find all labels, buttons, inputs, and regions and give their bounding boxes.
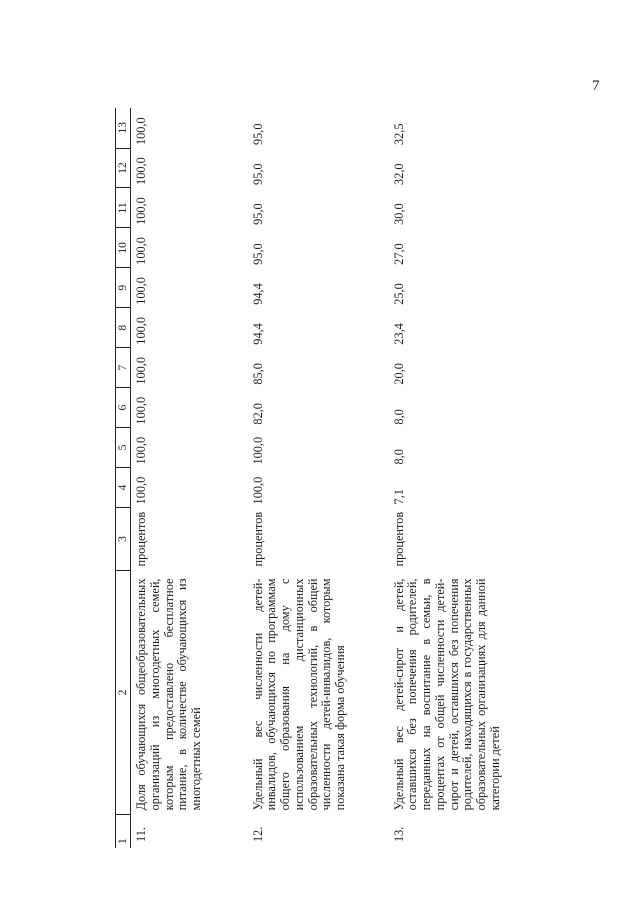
header-cell: 7 — [116, 348, 131, 388]
header-cell: 2 — [116, 571, 131, 815]
value-cell: 94,4 — [250, 323, 265, 345]
value-cell: 100,0 — [134, 117, 148, 146]
value-cell: 100,0 — [134, 277, 148, 305]
header-cell: 3 — [116, 507, 131, 570]
value-cell: 95,0 — [250, 243, 265, 265]
value-cell: 7,1 — [391, 489, 406, 505]
table-row — [389, 108, 559, 848]
value-cell: 30,0 — [391, 203, 406, 225]
header-cell: 13 — [116, 108, 131, 148]
row-number: 13. — [391, 826, 406, 842]
indicator-description: Удельный вес детей-сирот и детей, оставшихся без попечения родителей, переданных на воспитание в семьи, в процентах от общей численности детей-сирот и детей, оставшихся без попечения родителей, находящихся в государственных образовательных организациях для данной категории детей — [391, 578, 502, 811]
value-cell: 100,0 — [250, 436, 265, 465]
value-cell: 8,0 — [391, 409, 406, 425]
page-number: 7 — [592, 78, 600, 94]
header-cell: 11 — [116, 188, 131, 228]
value-cell: 100,0 — [134, 197, 148, 225]
row-number: 11. — [134, 827, 148, 842]
unit-cell: процентов — [391, 511, 406, 567]
value-cell: 25,0 — [391, 283, 406, 305]
value-cell: 27,0 — [391, 243, 406, 265]
value-cell: 95,0 — [250, 203, 265, 225]
value-cell: 8,0 — [391, 449, 406, 465]
value-cell: 82,0 — [250, 403, 265, 425]
header-cell: 10 — [116, 228, 131, 268]
value-cell: 100,0 — [134, 476, 148, 505]
value-cell: 95,0 — [250, 123, 265, 146]
header-cell: 4 — [116, 468, 131, 508]
value-cell: 95,0 — [250, 163, 265, 185]
header-row — [116, 108, 131, 848]
value-cell: 100,0 — [250, 476, 265, 505]
value-cell: 85,0 — [250, 363, 265, 385]
row-number: 12. — [250, 826, 265, 842]
header-cell: 9 — [116, 268, 131, 308]
header-cell: 12 — [116, 148, 131, 188]
header-cell: 5 — [116, 428, 131, 468]
value-cell: 100,0 — [134, 157, 148, 185]
unit-cell: процентов — [250, 511, 265, 567]
unit-cell: процентов — [134, 511, 148, 567]
value-cell: 100,0 — [134, 237, 148, 265]
header-cell: 8 — [116, 308, 131, 348]
indicators-table — [115, 108, 559, 848]
indicator-description: Удельный вес численности детей-инвалидов, обучающихся по программам общего образования на дому с использованием дистанционных образовательных технологий, в общей численности детей-инвалидов, которым показана такая форма обучения — [250, 578, 348, 811]
value-cell: 32,5 — [391, 123, 406, 146]
table-row — [131, 108, 248, 848]
value-cell: 94,4 — [250, 283, 265, 305]
indicator-description: Доля обучающихся общеобразовательных организаций из многодетных семей, которым предоставлено бесплатное питание, в количестве обучающихся из многодетных семей — [134, 578, 204, 811]
value-cell: 32,0 — [391, 163, 406, 185]
value-cell: 100,0 — [134, 356, 148, 385]
value-cell: 100,0 — [134, 436, 148, 465]
value-cell: 100,0 — [134, 317, 148, 345]
header-cell: 1 — [116, 814, 131, 848]
rotated-table-container — [115, 108, 560, 848]
value-cell: 23,4 — [391, 323, 406, 345]
value-cell: 20,0 — [391, 363, 406, 385]
value-cell: 100,0 — [134, 396, 148, 425]
header-cell: 6 — [116, 388, 131, 428]
table-row — [248, 108, 389, 848]
